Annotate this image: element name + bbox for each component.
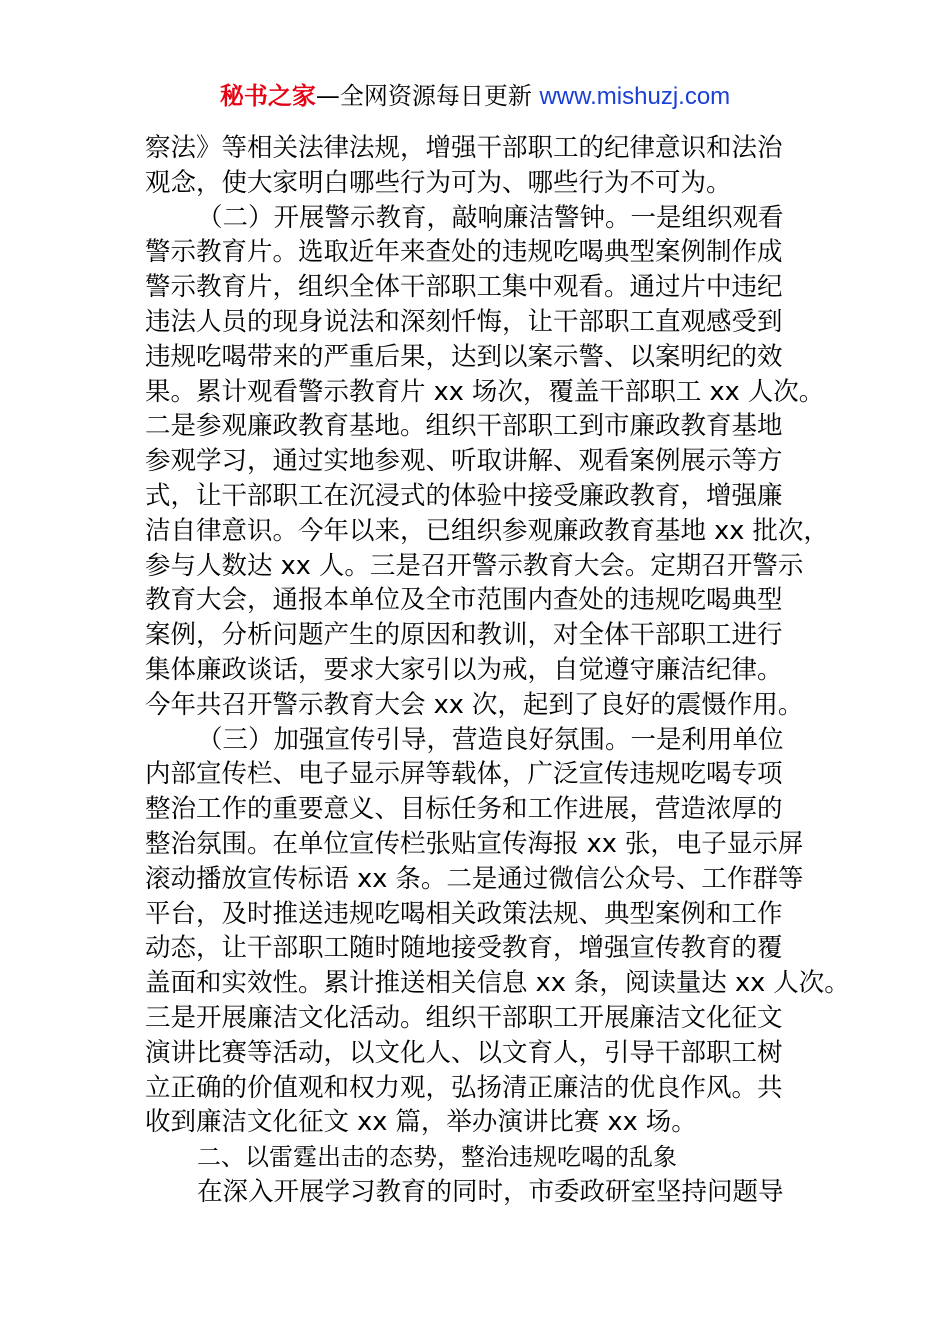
document-body <box>145 131 850 1210</box>
text-line: 式，让干部职工在沉浸式的体验中接受廉政教育，增强廉 <box>145 480 783 511</box>
text-line: 动态，让干部职工随时随地接受教育，增强宣传教育的覆 <box>145 933 783 964</box>
chapter-heading: 二、以雷霆出击的态势，整治违规吃喝的乱象 <box>197 1143 677 1172</box>
text-line: 警示教育片。选取近年来查处的违规吃喝典型案例制作成 <box>145 237 783 268</box>
text-line: 教育大会，通报本单位及全市范围内查处的违规吃喝典型 <box>145 585 783 616</box>
text-line: 三是开展廉洁文化活动。组织干部职工开展廉洁文化征文 <box>145 1002 783 1033</box>
text-line: 整治工作的重要意义、目标任务和工作进展，营造浓厚的 <box>145 794 783 825</box>
text-line: 观念，使大家明白哪些行为可为、哪些行为不可为。 <box>145 167 732 198</box>
text-line: 演讲比赛等活动，以文化人、以文育人，引导干部职工树 <box>145 1037 783 1068</box>
text-line: 察法》等相关法律法规，增强干部职工的纪律意识和法治 <box>145 133 783 163</box>
text-line: 内部宣传栏、电子显示屏等载体，广泛宣传违规吃喝专项 <box>145 759 783 790</box>
text-line: 平台，及时推送违规吃喝相关政策法规、典型案例和工作 <box>145 898 783 929</box>
section-heading-line: （二）开展警示教育，敲响廉洁警钟。一是组织观看 <box>197 202 784 233</box>
text-line: 收到廉洁文化征文 xx 篇，举办演讲比赛 xx 场。 <box>145 1107 697 1138</box>
text-line: 违法人员的现身说法和深刻忏悔，让干部职工直观感受到 <box>145 306 783 337</box>
text-line: 集体廉政谈话，要求大家引以为戒，自觉遵守廉洁纪律。 <box>145 654 783 685</box>
text-line: 盖面和实效性。累计推送相关信息 xx 条，阅读量达 xx 人次。 <box>145 968 850 999</box>
section-heading-line: （三）加强宣传引导，营造良好氛围。一是利用单位 <box>197 724 784 755</box>
text-line: 案例，分析问题产生的原因和教训，对全体干部职工进行 <box>145 620 783 651</box>
text-line: 洁自律意识。今年以来，已组织参观廉政教育基地 xx 批次， <box>145 515 829 546</box>
text-line: 今年共召开警示教育大会 xx 次，起到了良好的震慑作用。 <box>145 689 804 720</box>
text-line: 滚动播放宣传标语 xx 条。二是通过微信公众号、工作群等 <box>145 863 804 894</box>
site-header <box>0 78 950 115</box>
text-line: 参与人数达 xx 人。三是召开警示教育大会。定期召开警示 <box>145 550 804 581</box>
text-line: 警示教育片，组织全体干部职工集中观看。通过片中违纪 <box>145 272 783 303</box>
text-line: 参观学习，通过实地参观、听取讲解、观看案例展示等方 <box>145 446 783 477</box>
text-line: 立正确的价值观和权力观，弘扬清正廉洁的优良作风。共 <box>145 1072 783 1103</box>
site-url[interactable]: www.mishuzj.com <box>539 83 731 110</box>
text-line: 整治氛围。在单位宣传栏张贴宣传海报 xx 张，电子显示屏 <box>145 828 804 859</box>
text-line: 二是参观廉政教育基地。组织干部职工到市廉政教育基地 <box>145 411 783 442</box>
text-line: 违规吃喝带来的严重后果，达到以案示警、以案明纪的效 <box>145 341 783 372</box>
brand-name: 秘书之家 <box>219 82 316 110</box>
text-line: 在深入开展学习教育的同时，市委政研室坚持问题导 <box>197 1176 784 1207</box>
header-tagline: —全网资源每日更新 <box>315 82 540 110</box>
text-line: 果。累计观看警示教育片 xx 场次，覆盖干部职工 xx 人次。 <box>145 376 825 407</box>
